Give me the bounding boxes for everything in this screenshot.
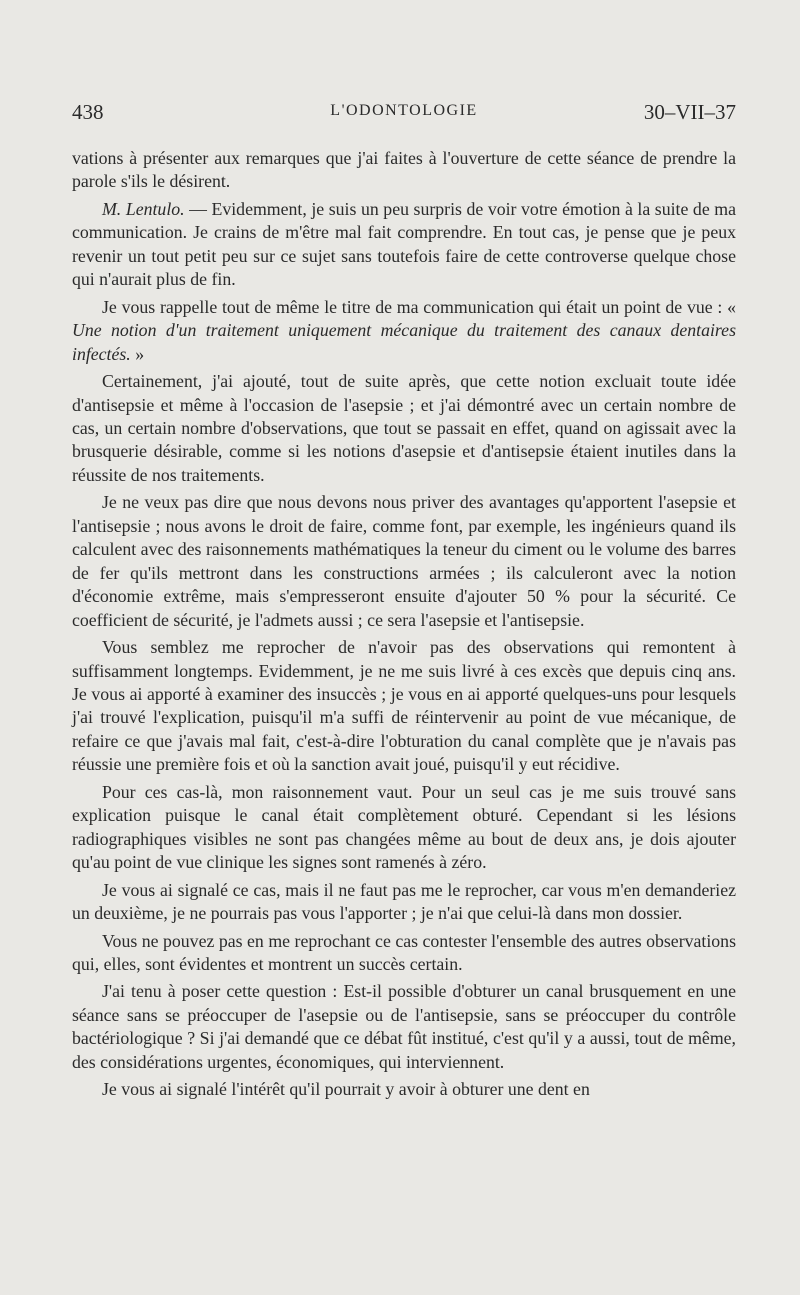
page-header xyxy=(72,100,736,128)
text-run: Pour ces cas-là, mon raisonnement vaut. Pour un seul cas je me suis trouvé sans explication puisque le canal était complètement obturé. Cependant si les lésions radiographiques visibles ne sont pas changées même au bout de deux ans, je dois ajouter qu'au point de vue clinique les signes sont ramenés à zéro. xyxy=(72,781,736,873)
paragraph xyxy=(72,370,736,487)
paragraph xyxy=(72,980,736,1074)
paragraph xyxy=(72,491,736,632)
text-run: Certainement, j'ai ajouté, tout de suite après, que cette notion excluait toute idée d'antisepsie et même à l'occasion de l'asepsie ; et j'ai démontré avec un certain nombre de cas, un certain nombre d'observations, que tout se passait en effet, quand on agissait avec la brusquerie désirable, comme si les notions d'asepsie et d'antisepsie étaient inutiles dans la réussite de nos traitements. xyxy=(72,371,736,485)
text-run: Je vous rappelle tout de même le titre de ma communication qui était un point de vue : « xyxy=(102,296,736,317)
text-run: Vous semblez me reprocher de n'avoir pas des observations qui remontent à suffisamment longtemps. Evidemment, je ne me suis livré à ces excès que depuis cinq ans. Je vous ai apporté à examiner des insuccès ; je vous en ai apporté quelques-uns pour lesquels j'ai trouvé l'explication, puisqu'il m'a suffi de réintervenir au point de vue mécanique, de refaire ce que j'avais mal fait, c'est-à-dire l'obturation du canal complète que je n'avais pas réussie une première fois et où la sanction avait joué, puisqu'il y eut récidive. xyxy=(72,637,736,775)
text-run: Je vous ai signalé ce cas, mais il ne faut pas me le reprocher, car vous m'en demanderiez un deuxième, je ne pourrais pas vous l'apporter ; je n'ai que celui-là dans mon dossier. xyxy=(72,879,736,924)
paragraph xyxy=(72,879,736,926)
text-run: J'ai tenu à poser cette question : Est-il possible d'obturer un canal brusquement en une séance sans se préoccuper de l'asepsie ou de l'antisepsie, sans se préoccuper du contrôle bactériologique ? Si j'ai demandé que ce débat fût institué, c'est qu'il y a aussi, tout de même, des considérations urgentes, économiques, qui interviennent. xyxy=(72,981,736,1072)
text-run: — Evidemment, je suis un peu surpris de voir votre émotion à la suite de ma communication. Je crains de m'être mal fait comprendre. En tout cas, je pense que je peux revenir un tout petit peu sur ce sujet sans toutefois faire de cette controverse quelque chose qui n'aurait plus de fin. xyxy=(72,198,736,290)
running-title: L'ODONTOLOGIE xyxy=(330,102,478,119)
communication-title: Une notion d'un traitement uniquement mécanique du traitement des canaux dentaires infectés. xyxy=(72,320,736,364)
paragraph xyxy=(72,198,736,292)
paragraph xyxy=(72,636,736,777)
paragraph xyxy=(72,930,736,977)
text-run: Je vous ai signalé l'intérêt qu'il pourrait y avoir à obturer une dent en xyxy=(102,1079,590,1100)
text-run: » xyxy=(130,343,145,364)
text-run: vations à présenter aux remarques que j'ai faites à l'ouverture de cette séance de prendre la parole s'ils le désirent. xyxy=(72,148,736,192)
paragraph xyxy=(72,781,736,875)
page-number: 438 xyxy=(72,100,104,124)
text-run: Je ne veux pas dire que nous devons nous priver des avantages qu'apportent l'asepsie et l'antisepsie ; nous avons le droit de faire, comme font, par exemple, les ingénieurs quand ils calculent avec des raisonnements mathématiques la teneur du ciment ou le volume des barres de fer qu'ils mettront dans les constructions armées ; ils calculeront avec la notion d'économie extrême, mais s'empresseront ensuite d'ajouter 50 % pour la sécurité. Ce coefficient de sécurité, je l'admets aussi ; ce sera l'asepsie et l'antisepsie. xyxy=(72,492,736,630)
paragraph xyxy=(72,147,736,194)
paragraph xyxy=(72,296,736,366)
text-run: Vous ne pouvez pas en me reprochant ce cas contester l'ensemble des autres observations qui, elles, sont évidentes et montrent un succès certain. xyxy=(72,930,736,974)
body-text xyxy=(72,147,736,1102)
issue-date: 30–VII–37 xyxy=(643,100,736,124)
speaker-name: M. Lentulo. xyxy=(102,198,185,219)
paragraph xyxy=(72,1078,736,1101)
